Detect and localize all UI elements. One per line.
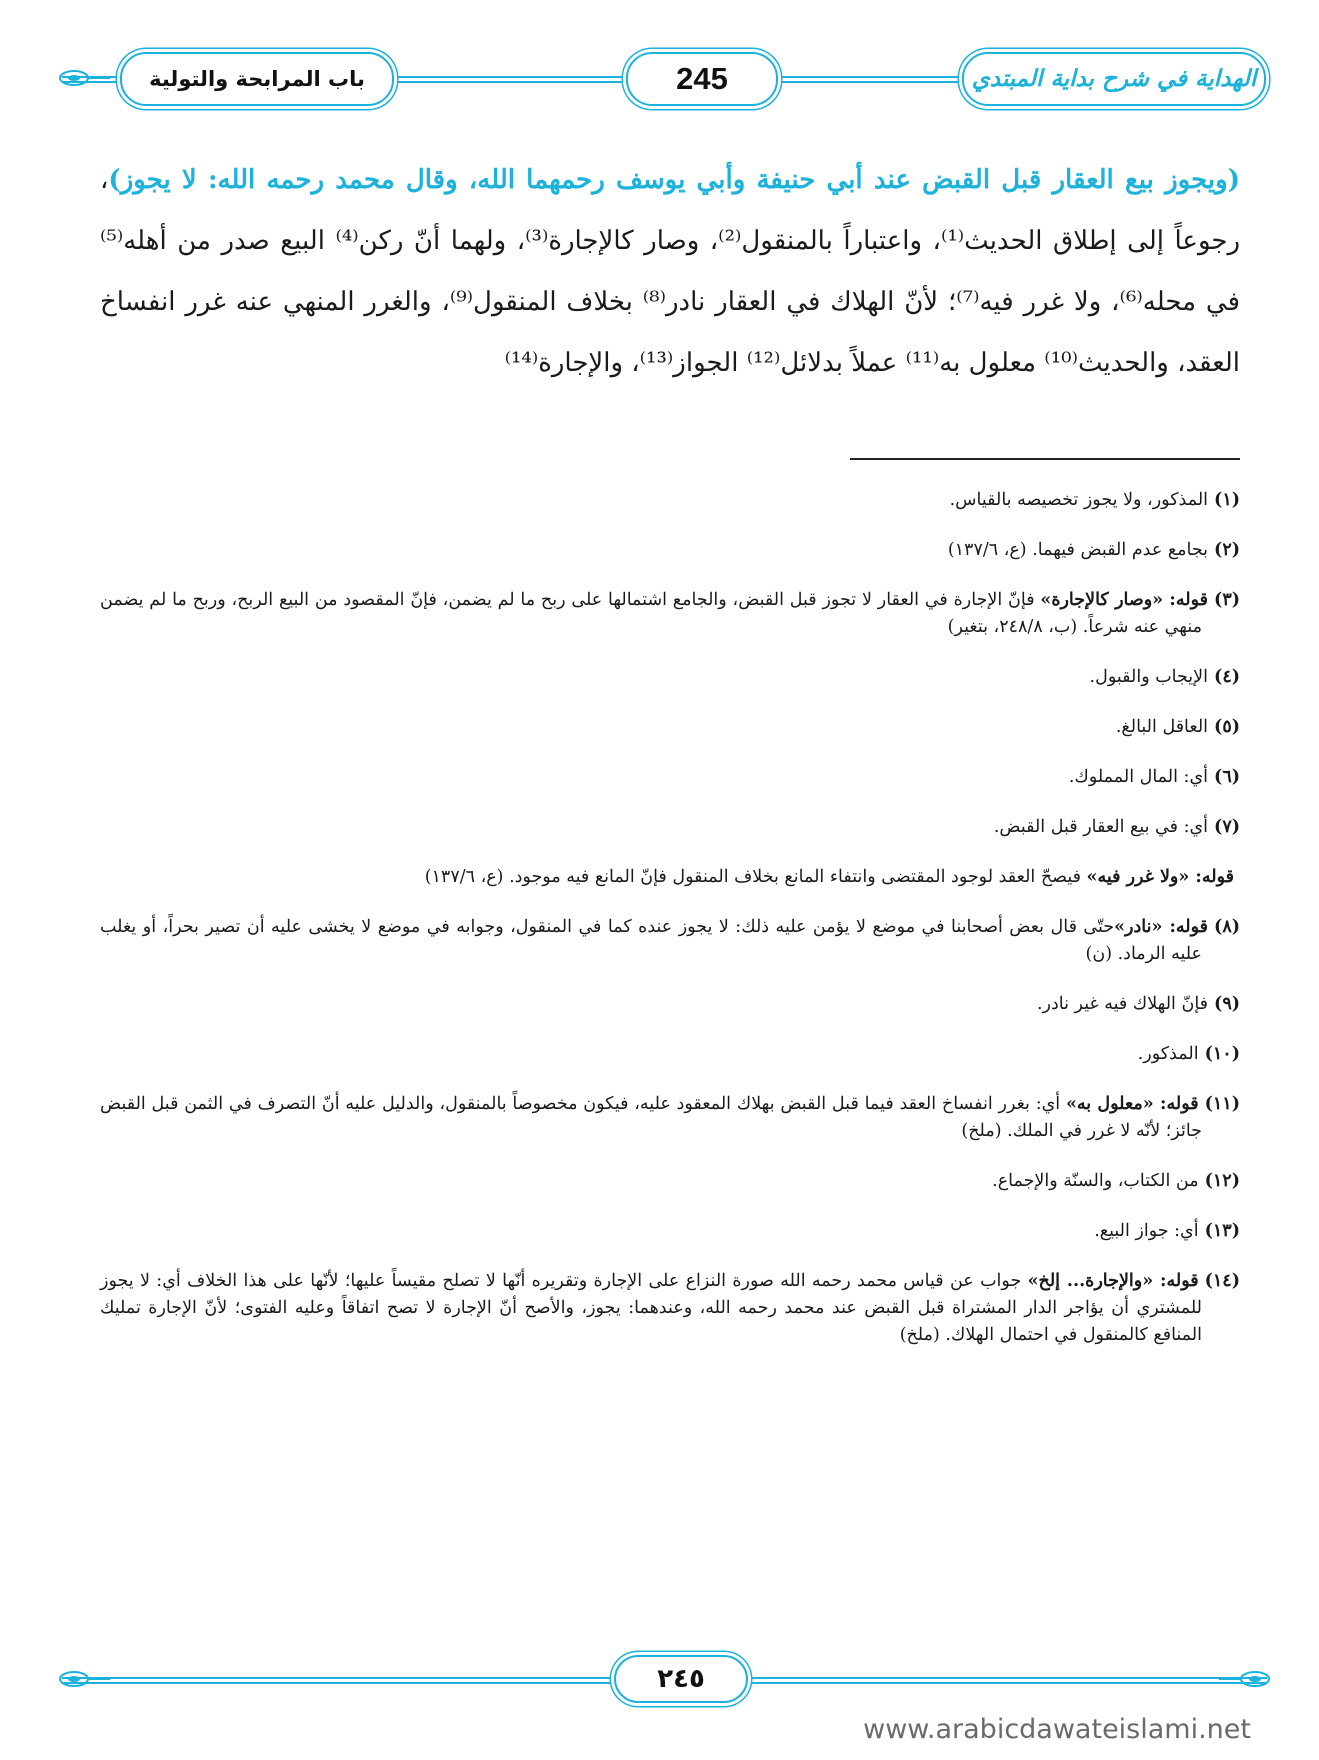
footnote-text: المذكور. [1137, 1044, 1199, 1064]
footnote-number: (١٣) [1204, 1221, 1240, 1241]
ornament-icon [58, 67, 110, 89]
footnote-text: جواب عن قياس محمد رحمه الله صورة النزاع على الإجارة وتقريره أنّها لا تصلح مقيساً عليها؛ لأنّها على هذا الخلاف أي: لا يجوز للمشتري أن يؤاجر الدار المشتراة قبل القبض عند محمد رحمه الله، وعندهما: يجوز، والأصح أنّ الإجارة لا تصح اتفاقاً وعليه الفتوى؛ لأنّ الإجارة تمليك المنافع كالمنقول في احتمال الهلاك. (ملخ) [100, 1271, 1202, 1345]
footnote-number: (١) [1214, 490, 1240, 510]
website-url[interactable]: www.arabicdawateislami.net [863, 1714, 1251, 1745]
footnote [100, 664, 1240, 691]
footnote [100, 814, 1240, 841]
footnote [100, 537, 1240, 564]
footnote-text: أي: جواز البيع. [1094, 1221, 1199, 1241]
footnote-number: (٨) [1214, 917, 1240, 937]
footnote-number: (١١) [1204, 1094, 1240, 1114]
footnote-text: من الكتاب، والسنّة والإجماع. [992, 1171, 1199, 1191]
footnote [100, 487, 1240, 514]
footnote [100, 1168, 1240, 1195]
footnote-number: (٣) [1214, 590, 1240, 610]
ornament-icon [58, 1668, 110, 1690]
footnote-number: (٩) [1214, 994, 1240, 1014]
footnote-number: (٢) [1214, 540, 1240, 560]
footnote-lemma: قوله: «نادر» [1114, 917, 1209, 937]
footnote [100, 1091, 1240, 1145]
footnote-number: (٤) [1214, 667, 1240, 687]
footnotes-list [100, 487, 1240, 1372]
main-text [100, 150, 1240, 394]
footnote [100, 1218, 1240, 1245]
footnote-text: أي: المال المملوك. [1068, 767, 1209, 787]
footnote [100, 764, 1240, 791]
footnote-text: أي: في بيع العقار قبل القبض. [993, 817, 1209, 837]
chapter-title: باب المرابحة والتولية [120, 52, 394, 106]
footnote-lemma: قوله: «وصار كالإجارة» [1040, 590, 1209, 610]
footnote [100, 864, 1240, 891]
footnote-lemma: قوله: «ولا غرر فيه» [1086, 867, 1234, 887]
page-header [62, 46, 1267, 108]
footer-page-number: ٢٤٥ [614, 1655, 748, 1703]
footnote-text: العاقل البالغ. [1115, 717, 1209, 737]
footnote-number: (١٢) [1204, 1171, 1240, 1191]
footnote-text: المذكور، ولا يجوز تخصيصه بالقياس. [949, 490, 1209, 510]
ornament-icon [1219, 1668, 1271, 1690]
footnote-text: فيصحّ العقد لوجود المقتضى وانتفاء المانع بخلاف المنقول فإنّ المانع فيه موجود. (ع، ١٣٧/٦) [424, 867, 1087, 887]
footnote-text: الإيجاب والقبول. [1089, 667, 1209, 687]
footnote-lemma: قوله: «والإجارة... إلخ» [1027, 1271, 1199, 1291]
footnote-number: (١٠) [1204, 1044, 1240, 1064]
footnote-text: أي: بغرر انفساخ العقد فيما قبل القبض بهلاك المعقود عليه، فيكون مخصوصاً بالمنقول، والدليل عليه أنّ التصرف في الثمن قبل القبض جائز؛ لأنّه لا غرر في الملك. (ملخ) [100, 1094, 1202, 1141]
footnote-text: حتّى قال بعض أصحابنا في موضع لا يؤمن عليه ذلك: لا يجوز عنده كما في المنقول، وجوابه في موضع لا يخشى عليه أن تصير بحراً، أو يغلب عليه الرماد. (ن) [100, 917, 1202, 964]
sharh-text: ، رجوعاً إلى إطلاق الحديث⁽¹⁾، واعتباراً بالمنقول⁽²⁾، وصار كالإجارة⁽³⁾، ولهما أنّ ركن⁽⁴⁾ البيع صدر من أهله⁽⁵⁾ في محله⁽⁶⁾، ولا غرر فيه⁽⁷⁾؛ لأنّ الهلاك في العقار نادر⁽⁸⁾ بخلاف المنقول⁽⁹⁾، والغرر المنهي عنه غرر انفساخ العقد، والحديث⁽¹⁰⁾ معلول به⁽¹¹⁾ عملاً بدلائل⁽¹²⁾ الجواز⁽¹³⁾، والإجارة⁽¹⁴⁾ [100, 165, 1240, 378]
footnote-separator [850, 458, 1240, 460]
footnote-text: فإنّ الهلاك فيه غير نادر. [1036, 994, 1209, 1014]
footnote [100, 714, 1240, 741]
footnote-number: (٦) [1214, 767, 1240, 787]
footnote-text: فإنّ الإجارة في العقار لا تجوز قبل القبض، والجامع اشتمالها على ربح ما لم يضمن، فإنّ المقصود من البيع الربح، وربح ما لم يضمن منهي عنه شرعاً. (ب، ٢٤٨/٨، بتغير) [100, 590, 1202, 637]
footnote [100, 991, 1240, 1018]
footnote-lemma: قوله: «معلول به» [1065, 1094, 1199, 1114]
footnote-number: (٧) [1214, 817, 1240, 837]
footnote-number: (١٤) [1204, 1271, 1240, 1291]
footnote [100, 914, 1240, 968]
footnote-number: (٥) [1214, 717, 1240, 737]
footnote-text: بجامع عدم القبض فيهما. (ع، ١٣٧/٦) [947, 540, 1209, 560]
footnote [100, 1041, 1240, 1068]
page-footer [62, 1655, 1267, 1705]
page-number: 245 [626, 52, 778, 106]
book-title: الهداية في شرح بداية المبتدي [962, 52, 1266, 106]
footnote [100, 587, 1240, 641]
footnote [100, 1268, 1240, 1349]
matn-text: (ويجوز بيع العقار قبل القبض عند أبي حنيفة وأبي يوسف رحمهما الله، وقال محمد رحمه الله: لا يجوز) [108, 165, 1240, 195]
